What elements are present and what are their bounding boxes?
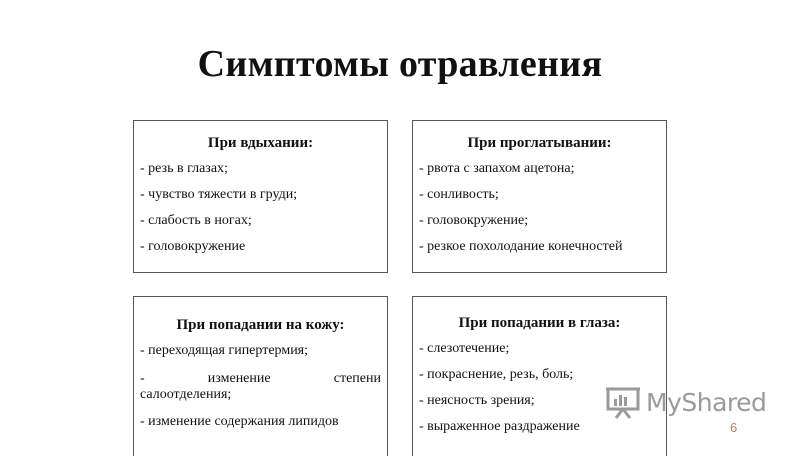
symptom-item: - рвота с запахом ацетона;: [419, 161, 575, 176]
eye-contact-symptoms-box: [412, 296, 667, 456]
box-title: При проглатывании:: [467, 135, 612, 151]
symptom-item: - сонливость;: [419, 187, 499, 202]
slide-title: Симптомы отравления: [197, 43, 603, 85]
symptom-item: - неясность зрения;: [419, 393, 535, 408]
symptom-word: -: [140, 371, 145, 386]
symptom-item: - выраженное раздражение: [419, 419, 580, 434]
box-title: При попадании на кожу:: [176, 317, 345, 333]
symptom-item: - покраснение, резь, боль;: [419, 367, 574, 382]
symptom-item: - резкое похолодание конечностей: [419, 239, 623, 254]
page-number: 6: [730, 420, 738, 435]
box-title: При вдыхании:: [207, 135, 314, 151]
symptom-item: - резь в глазах;: [140, 161, 228, 176]
symptom-item: - изменение содержания липидов: [140, 414, 339, 429]
skin-contact-symptoms-box: [133, 296, 388, 456]
watermark-text: MyShared: [646, 387, 767, 417]
symptom-item: - слезотечение;: [419, 341, 510, 356]
symptom-item-justified: [140, 371, 381, 387]
box-title: При попадании в глаза:: [458, 315, 621, 331]
presentation-board-icon: [606, 385, 640, 419]
symptom-item: - головокружение: [140, 239, 246, 254]
symptom-word: изменение: [207, 371, 271, 386]
symptom-word: степени: [333, 371, 381, 386]
symptom-item-continuation: салоотделения;: [140, 387, 232, 402]
myshared-watermark: [606, 384, 766, 420]
inhalation-symptoms-box: [133, 120, 388, 273]
symptom-item: - слабость в ногах;: [140, 213, 252, 228]
symptom-item: - переходящая гипертермия;: [140, 343, 309, 358]
symptom-item: - чувство тяжести в груди;: [140, 187, 298, 202]
swallowing-symptoms-box: [412, 120, 667, 273]
symptom-item: - головокружение;: [419, 213, 529, 228]
